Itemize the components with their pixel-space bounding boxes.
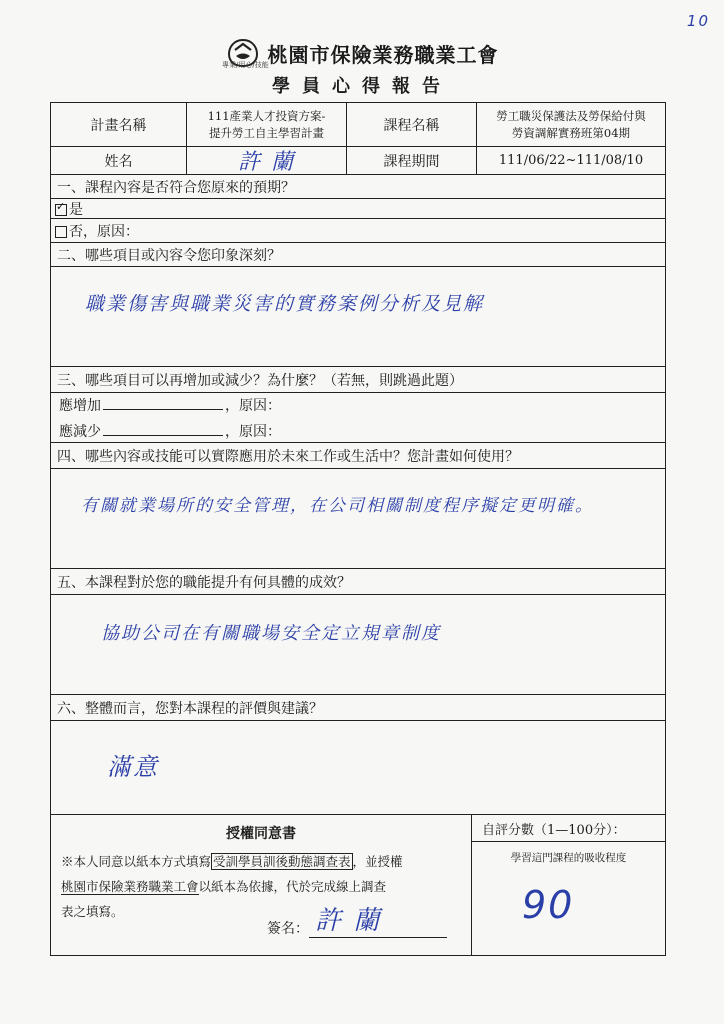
q5-answer-area [51, 595, 665, 695]
q2-answer-area [51, 267, 665, 367]
consent-text-part2: ，並授權 [352, 854, 403, 869]
plan-line-2: 提升勞工自主學習計畫 [209, 125, 324, 140]
consent-title: 授權同意書 [226, 826, 296, 842]
q2-header [51, 243, 665, 267]
score-value[interactable]: 90 [522, 883, 575, 927]
score-sub-label: 學習這門課程的吸收程度 [510, 852, 627, 864]
q5-question: 五、本課程對於您的職能提升有何具體的成效？ [57, 574, 351, 591]
plan-label: 計畫名稱 [51, 103, 187, 146]
q2-question: 二、哪些項目或內容令您印象深刻？ [57, 247, 281, 264]
q1-no-row [51, 219, 665, 243]
q5-header [51, 569, 665, 595]
consent-text-part4: 表之填寫。 [61, 904, 124, 919]
page-number: 10 [686, 12, 710, 30]
sign-label: 簽名： [267, 921, 309, 937]
page-title: 學員心得報告 [272, 76, 452, 97]
signature-handwriting: 許 蘭 [315, 906, 382, 936]
signature-row [267, 906, 447, 938]
plan-line-1: 111產業人才投資方案- [207, 108, 326, 123]
increase-row [59, 395, 281, 415]
consent-section [51, 815, 665, 955]
plan-value [187, 103, 347, 146]
q4-answer-area [51, 469, 665, 569]
q2-answer: 職業傷害與職業災害的實務案例分析及見解 [85, 293, 485, 315]
q5-answer: 協助公司在有關職場安全定立規章制度 [101, 623, 441, 644]
score-box [472, 815, 665, 955]
increase-reason-label: ，原因： [225, 397, 281, 414]
q6-answer-area [51, 721, 665, 815]
q3-header [51, 367, 665, 393]
increase-field[interactable] [103, 395, 223, 410]
consent-box [51, 815, 472, 955]
yes-checkbox[interactable] [55, 204, 67, 216]
signature-field[interactable] [309, 906, 447, 938]
q6-answer: 滿意 [107, 753, 159, 781]
decrease-row [59, 421, 281, 441]
increase-label: 應增加 [59, 397, 101, 414]
decrease-label: 應減少 [59, 423, 101, 440]
course-line-1: 勞工職災保護法及勞保給付與 [496, 108, 646, 123]
q6-header [51, 695, 665, 721]
q4-answer: 有關就業場所的安全管理，在公司相關制度程序擬定更明確。 [81, 496, 594, 516]
period-label: 課程期間 [347, 147, 477, 174]
consent-text-part3: 以紙本為依據，代於完成線上調查 [198, 879, 387, 894]
report-form [50, 102, 666, 956]
name-value [187, 147, 347, 174]
q1-yes-row [51, 199, 665, 219]
consent-survey-name: 受訓學員訓後動態調查表 [213, 854, 351, 869]
consent-text-part1: ※本人同意以紙本方式填寫 [61, 854, 212, 869]
q6-question: 六、整體而言，您對本課程的評價與建議？ [57, 700, 323, 717]
document-header [0, 38, 724, 68]
q4-header [51, 443, 665, 469]
decrease-field[interactable] [103, 421, 223, 436]
q4-question: 四、哪些內容或技能可以實際應用於未來工作或生活中？您計畫如何使用？ [57, 448, 519, 465]
q3-question: 三、哪些項目可以再增加或減少？為什麼？（若無，則跳過此題） [57, 372, 463, 389]
union-name: 桃園市保險業務職業工會 [267, 42, 499, 67]
info-row-name [51, 147, 665, 175]
course-value [477, 103, 665, 146]
union-slogan: 專業/用心/技能 [222, 61, 269, 69]
decrease-reason-label: ，原因： [225, 423, 281, 440]
yes-label: 是 [69, 201, 83, 218]
q1-question: 一、課程內容是否符合您原來的預期？ [57, 179, 295, 196]
no-label: 否，原因： [69, 223, 139, 240]
name-handwriting: 許 蘭 [238, 150, 295, 175]
course-line-2: 勞資調解實務班第04期 [511, 125, 631, 140]
course-label: 課程名稱 [347, 103, 477, 146]
q3-answer-area [51, 393, 665, 443]
no-checkbox[interactable] [55, 226, 67, 238]
period-value: 111/06/22~111/08/10 [498, 153, 644, 168]
info-row-plan [51, 103, 665, 147]
q1-header [51, 175, 665, 199]
score-label: 自評分數（1—100分）： [472, 815, 665, 842]
name-label: 姓名 [51, 147, 187, 174]
consent-union-name: 桃園市保險業務職業工會 [61, 879, 199, 894]
